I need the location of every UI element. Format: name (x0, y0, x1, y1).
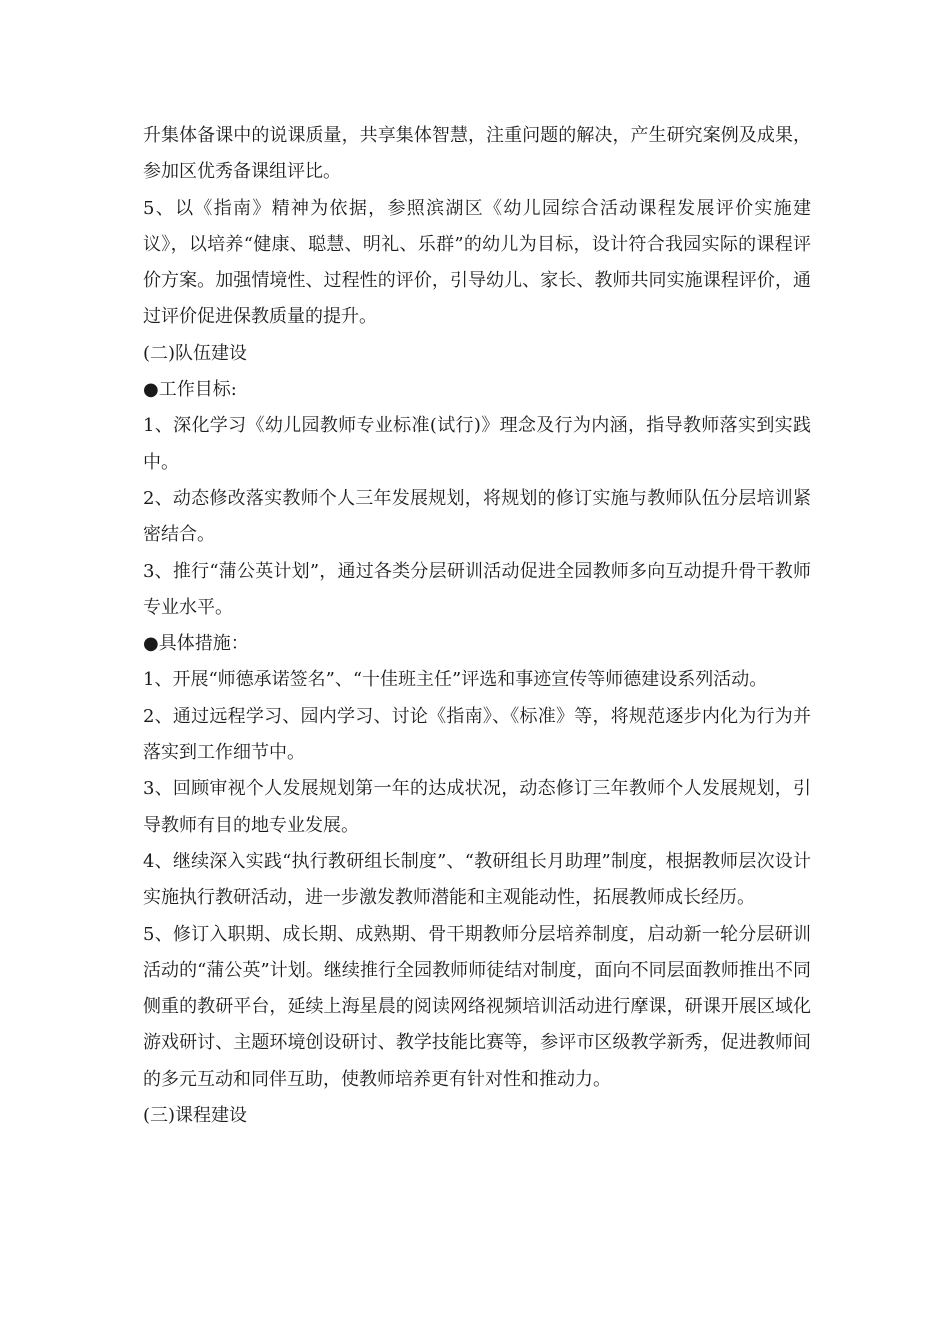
measure-item-1: 1、开展“师德承诺签名”、“十佳班主任”评选和事迹宣传等师德建设系列活动。 (143, 669, 768, 691)
measure-item-5: 5、修订入职期、成长期、成熟期、骨干期教师分层培养制度，启动新一轮分层研训活动的“蒲公英”计划。继续推行全园教师师徒结对制度，面向不同层面教师推出不同侧重的教研平台，延续上海星晨的阅读网络视频培训活动进行摩课，研课开展区域化游戏研讨、主题环境创设研讨、教学技能比赛等，参评市区级教学新秀，促进教师间的多元互动和同伴互助，使教师培养更有针对性和推动力。 (143, 923, 811, 1090)
paragraph-1: 升集体备课中的说课质量，共享集体智慧，注重问题的解决，产生研究案例及成果，参加区优秀备课组评比。 (143, 125, 811, 183)
section-heading-team: (二)队伍建设 (143, 342, 248, 364)
goal-item-3: 3、推行“蒲公英计划”，通过各类分层研训活动促进全园教师多向互动提升骨干教师专业水平。 (143, 560, 811, 618)
goal-item-2: 2、动态修改落实教师个人三年发展规划，将规划的修订实施与教师队伍分层培训紧密结合。 (143, 487, 811, 546)
section-heading-curriculum: (三)课程建设 (143, 1105, 248, 1127)
measure-item-4: 4、继续深入实践“执行教研组长制度”、“教研组长月助理”制度，根据教师层次设计实施执行教研活动，进一步激发教师潜能和主观能动性，拓展教师成长经历。 (143, 850, 811, 909)
subheading-goals: ●工作目标: (143, 379, 237, 401)
subheading-measures: ●具体措施： (143, 633, 249, 655)
paragraph-2: 5、以《指南》精神为依据，参照滨湖区《幼儿园综合活动课程发展评价实施建议》，以培养“健康、聪慧、明礼、乐群”的幼儿为目标，设计符合我园实际的课程评价方案。加强情境性、过程性的评价，引导幼儿、家长、教师共同实施课程评价，通过评价促进保教质量的提升。 (143, 197, 811, 328)
document-body (143, 118, 811, 1134)
goal-item-1: 1、深化学习《幼儿园教师专业标准(试行)》理念及行为内涵，指导教师落实到实践中。 (143, 415, 811, 473)
measure-item-2: 2、通过远程学习、园内学习、讨论《指南》、《标准》等，将规范逐步内化为行为并落实到工作细节中。 (143, 705, 811, 764)
measure-item-3: 3、回顾审视个人发展规划第一年的达成状况，动态修订三年教师个人发展规划，引导教师有目的地专业发展。 (143, 778, 811, 836)
